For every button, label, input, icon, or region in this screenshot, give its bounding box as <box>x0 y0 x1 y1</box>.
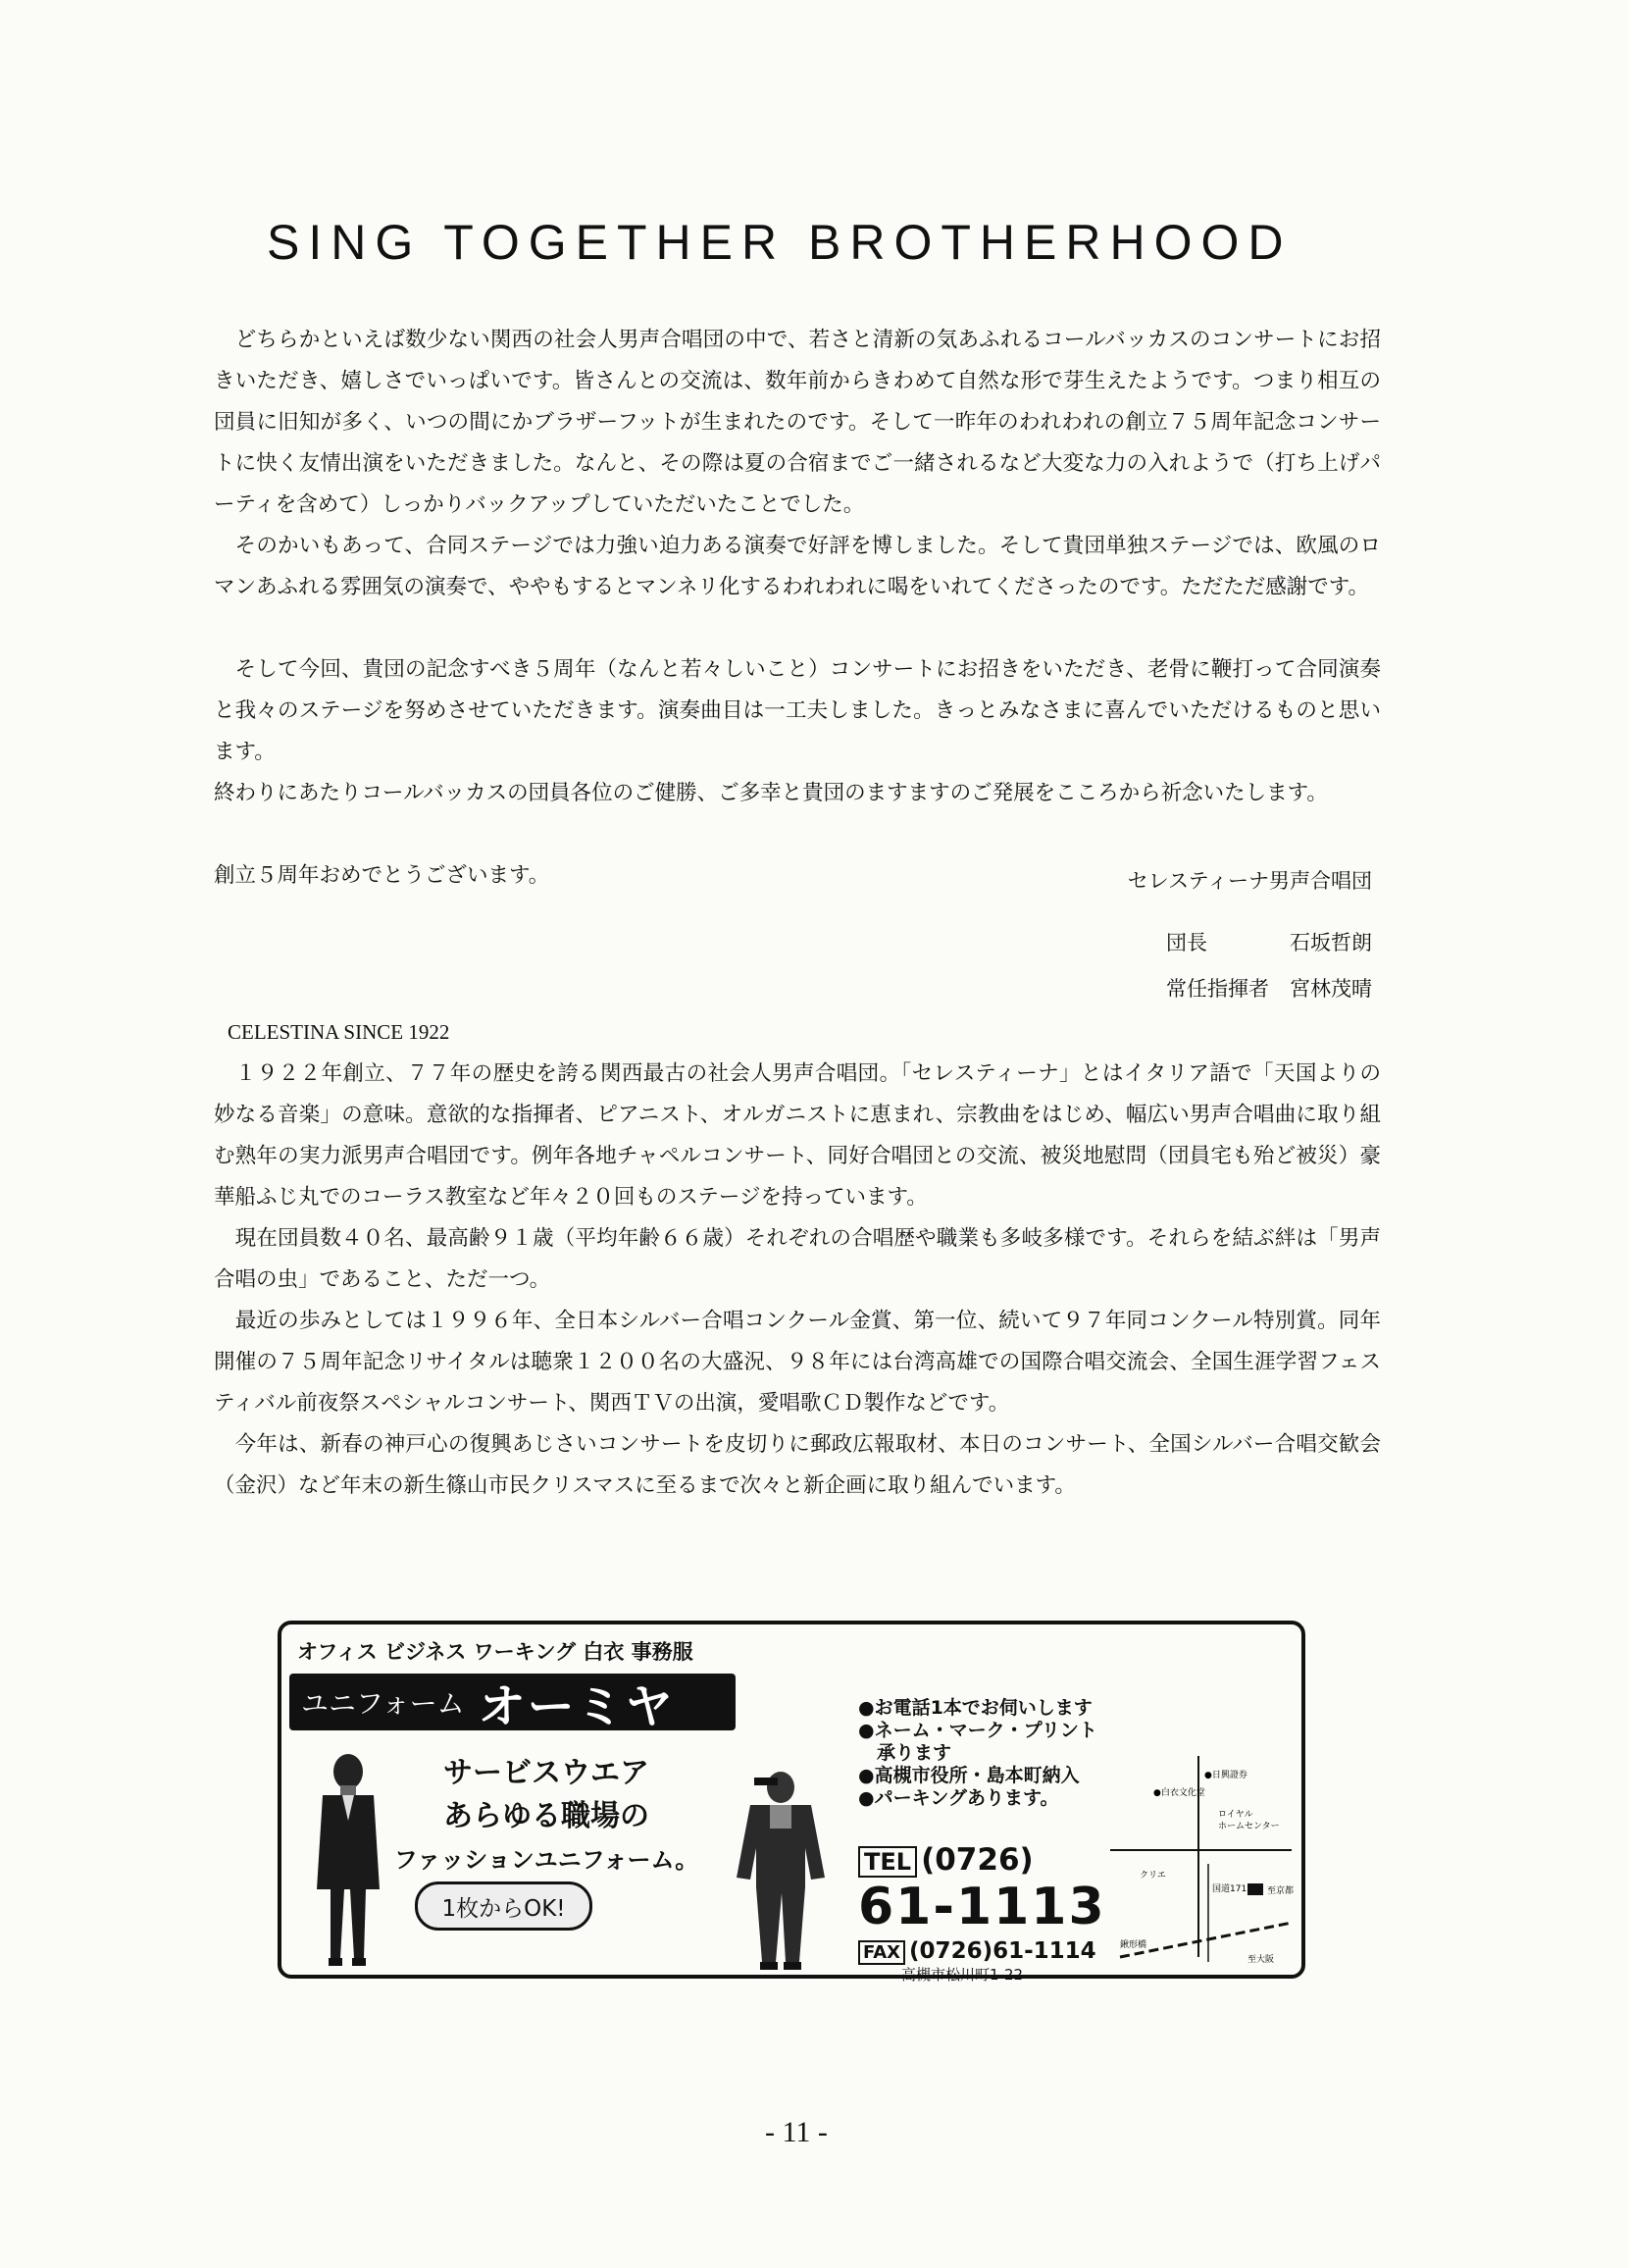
ad-bullet: ●ネーム・マーク・プリント <box>858 1720 1097 1741</box>
letter-paragraph-2: そのかいもあって、合同ステージでは力強い迫力ある演奏で好評を博しました。そして貴団単独ステージでは、欧風のロマンあふれる雰囲気の演奏で、ややもするとマンネリ化するわれわれに喝をいれてくださったのです。ただただ感謝です。 <box>214 534 1381 599</box>
map-label-crie: クリエ <box>1140 1871 1166 1881</box>
page-number: - 11 - <box>765 2116 828 2148</box>
profile-paragraph-4: 今年は、新春の神戸心の復興あじさいコンサートを皮切りに郵政広報取材、本日のコンサート、全国シルバー合唱交歓会（金沢）など年末の新生篠山市民クリスマスに至るまで次々と新企画に取り組んでいます。 <box>214 1432 1381 1498</box>
ad-tel <box>858 1842 1034 1878</box>
man-figure-icon <box>727 1770 835 1972</box>
ad-bullet: ●高槻市役所・島本町納入 <box>858 1765 1080 1786</box>
letter-paragraph-3: そして今回、貴団の記念すべき５周年（なんと若々しいこと）コンサートにお招きをいただき、老骨に鞭打って合同演奏と我々のステージを努めさせていただきます。演奏曲目は一工夫しました。きっとみなさまに喜んでいただけるものと思います。 <box>214 657 1381 764</box>
profile-paragraph-1: １９２２年創立、７７年の歴史を誇る関西最古の社会人男声合唱団。「セレスティーナ」とはイタリア語で「天国よりの妙なる音楽」の意味。意欲的な指揮者、ピアニスト、オルガニストに恵まれ、宗教曲をはじめ、幅広い男声合唱曲に取り組む熟年の実力派男声合唱団です。例年各地チャペルコンサート、同好合唱団との交流、被災地慰問（団員宅も殆ど被災）豪華船ふじ丸でのコーラス教室など年々２０回ものステージを持っています。 <box>214 1061 1381 1210</box>
map-label-royal: ロイヤル <box>1218 1810 1253 1820</box>
tel-label: TEL <box>858 1846 917 1878</box>
ad-bullets <box>858 1697 1097 1810</box>
map-label-route171: 国道171 <box>1212 1884 1247 1894</box>
fax-number: (0726)61-1114 <box>909 1938 1096 1964</box>
profile-paragraph-3: 最近の歩みとしては１９９６年、全日本シルバー合唱コンクール金賞、第一位、続いて９７年同コンクール特別賞。同年開催の７５周年記念リサイタルは聴衆１２００名の大盛況、９８年には台湾高雄での国際合唱交流会、全国生涯学習フェスティバル前夜祭スペシャルコンサート、関西ＴＶの出演，愛唱歌ＣＤ製作などです。 <box>214 1309 1381 1416</box>
ad-brand-name: オーミヤ <box>478 1678 675 1734</box>
ad-address: 高槻市松川町1-22 <box>901 1966 1024 1984</box>
letter-paragraph-1: どちらかといえば数少ない関西の社会人男声合唱団の中で、若さと清新の気あふれるコールバッカスのコンサートにお招きいただき、嬉しさでいっぱいです。皆さんとの交流は、数年前からきわめて自然な形で芽生えたようです。つまり相互の団員に旧知が多く、いつの間にかブラザーフットが生まれたのです。そして一昨年のわれわれの創立７５周年記念コンサートに快く友情出演をいただきました。なんと、その際は夏の合宿までご一緒されるなど大変な力の入れようで（打ち上げパーティを含めて）しっかりバックアップしていただいたことでした。 <box>214 328 1381 517</box>
map-label-osaka: 至大阪 <box>1247 1955 1275 1965</box>
profile-paragraph-2: 現在団員数４０名、最高齢９１歳（平均年齢６６歳）それぞれの合唱歴や職業も多岐多様です。それらを結ぶ絆は「男声合唱の虫」であること、ただ一つ。 <box>214 1226 1381 1292</box>
map-label-kuwagata: 鍬形橋 <box>1120 1940 1147 1950</box>
advertisement <box>278 1621 1305 1984</box>
ad-brand-banner <box>289 1674 736 1734</box>
fax-label: FAX <box>858 1940 905 1965</box>
signature-leader: 団長 石坂哲朗 <box>1166 931 1372 954</box>
ad-tagline-1: サービスウエア <box>443 1756 649 1790</box>
signature-conductor: 常任指揮者 宮林茂晴 <box>1166 977 1372 1001</box>
map-shop-marker <box>1247 1883 1263 1895</box>
map-label-kyoto: 至京都 <box>1267 1886 1295 1896</box>
map-label-hakui: ●白衣文化堂 <box>1153 1788 1205 1798</box>
letter-paragraph-5: 創立５周年おめでとうございます。 <box>214 863 550 888</box>
ad-tagline-2: あらゆる職場の <box>443 1799 649 1833</box>
map-label-nikko: ●日興證券 <box>1204 1771 1247 1780</box>
profile-heading: CELESTINA SINCE 1922 <box>228 1020 450 1044</box>
ad-badge: 1枚からOK! <box>415 1881 592 1931</box>
page-title: SING TOGETHER BROTHERHOOD <box>267 215 1293 270</box>
tel-area: (0726) <box>921 1842 1034 1878</box>
letter-paragraph-4: 終わりにあたりコールバッカスの団員各位のご健勝、ご多幸と貴団のますますのご発展をこころから祈念いたします。 <box>214 781 1328 805</box>
ad-tagline-3: ファッションユニフォーム。 <box>393 1846 699 1874</box>
ad-brand-prefix: ユニフォーム <box>301 1687 465 1720</box>
ad-bullet: ●パーキングあります。 <box>858 1787 1059 1809</box>
ad-top-line: オフィス ビジネス ワーキング 白衣 事務服 <box>297 1640 693 1664</box>
signature-org: セレスティーナ男声合唱団 <box>1127 869 1372 893</box>
ad-map <box>1110 1756 1297 1972</box>
map-label-homecenter: ホームセンター <box>1218 1822 1280 1831</box>
ad-fax <box>858 1938 1096 1964</box>
ad-bullet: 承ります <box>858 1742 952 1764</box>
ad-bullet: ●お電話1本でお伺いします <box>858 1697 1093 1719</box>
ad-tel-number: 61-1113 <box>858 1878 1106 1936</box>
